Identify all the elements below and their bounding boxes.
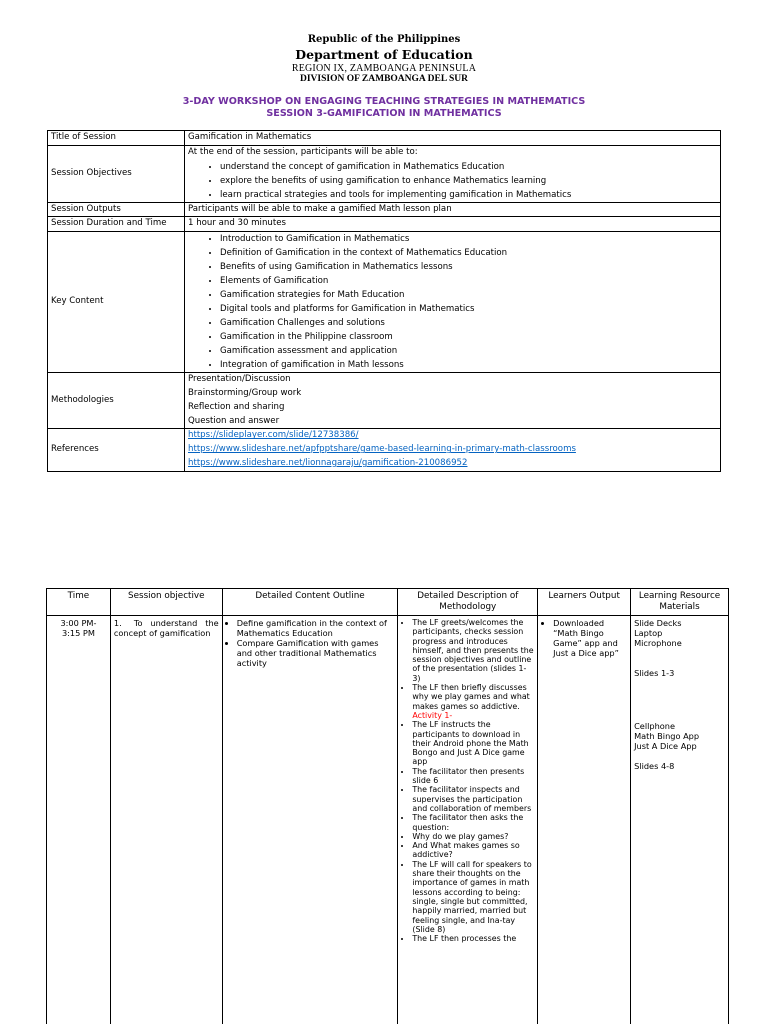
- workshop-title-line2: SESSION 3-GAMIFICATION IN MATHEMATICS: [266, 108, 502, 119]
- list-item: • Introduction to Gamification in Mathematics: [220, 232, 717, 246]
- list-item: • understand the concept of gamification in Mathematics Education: [220, 160, 717, 174]
- methodologies-label: Methodologies: [48, 373, 185, 429]
- reference-link[interactable]: https://www.slideshare.net/apfpptshare/game-based-learning-in-primary-math-classrooms: [188, 444, 576, 455]
- objectives-intro: At the end of the session, participants will be able to:: [188, 146, 418, 157]
- list-item: • Digital tools and platforms for Gamification in Mathematics: [220, 302, 717, 316]
- resource-item: Laptop: [634, 628, 663, 638]
- table-row: [48, 429, 721, 471]
- time-end: 3:15 PM: [61, 628, 95, 638]
- session-plan-table: [46, 588, 729, 1024]
- time-start: 3:00 PM-: [60, 618, 97, 628]
- region-heading: REGION IX, ZAMBOANGA PENINSULA: [291, 63, 477, 74]
- list-item: • Integration of gamification in Math lessons: [220, 358, 717, 372]
- workshop-title: [0, 96, 768, 120]
- session-info-table: [47, 130, 721, 472]
- department-heading: Department of Education: [295, 47, 473, 62]
- content-outline-list: [226, 618, 395, 668]
- list-item: • The LF then briefly discusses why we play games and what makes games so addictive.: [412, 683, 534, 711]
- objective-number: 1.: [113, 618, 122, 628]
- title-of-session-value: Gamification in Mathematics: [185, 131, 721, 146]
- list-item: • And What makes games so addictive?: [412, 841, 534, 860]
- resource-item: Slides 1-3: [634, 668, 675, 678]
- list-item: • explore the benefits of using gamification to enhance Mathematics learning: [220, 174, 717, 188]
- list-item: • Why do we play games?: [412, 832, 534, 841]
- methodology-cell: [398, 616, 538, 1024]
- key-content-label: Key Content: [48, 232, 185, 373]
- table-row: [47, 616, 729, 1024]
- resource-item: Cellphone: [634, 721, 676, 731]
- content-outline-cell: [222, 616, 398, 1024]
- list-item: Presentation/Discussion: [188, 374, 291, 385]
- methodology-list: [401, 720, 534, 943]
- list-item: • The LF greets/welcomes the participants, checks session progress and introduces himself, and then presents the session objectives and outline of the presentation (slides 1-3): [412, 618, 534, 683]
- table-row: [48, 131, 721, 146]
- references-cell: [185, 429, 721, 471]
- header-methodology: Detailed Description of Methodology: [398, 589, 538, 616]
- header-resource-materials: Learning Resource Materials: [631, 589, 729, 616]
- session-duration-label: Session Duration and Time: [48, 217, 185, 232]
- header-time: Time: [47, 589, 111, 616]
- session-duration-value: 1 hour and 30 minutes: [185, 217, 721, 232]
- resource-item: Microphone: [634, 638, 682, 648]
- workshop-title-line1: 3-DAY WORKSHOP ON ENGAGING TEACHING STRATEGIES IN MATHEMATICS: [182, 96, 586, 107]
- session-objectives-cell: [185, 145, 721, 202]
- objective-cell: [110, 616, 222, 1024]
- header-session-objective: Session objective: [110, 589, 222, 616]
- list-item: Brainstorming/Group work: [188, 387, 302, 398]
- list-item: • Compare Gamification with games and other traditional Mathematics activity: [237, 638, 395, 668]
- resources-cell: [631, 616, 729, 1024]
- table-row: [48, 373, 721, 429]
- time-cell: [47, 616, 111, 1024]
- table-row: [48, 217, 721, 232]
- table-row: [48, 232, 721, 373]
- references-label: References: [48, 429, 185, 471]
- list-item: • The facilitator inspects and supervises the participation and collaboration of members: [412, 785, 534, 813]
- resource-item: Slides 4-8: [634, 761, 675, 771]
- list-item: • Gamification strategies for Math Education: [220, 288, 717, 302]
- methodologies-cell: [185, 373, 721, 429]
- methodology-list: [401, 618, 534, 711]
- list-item: • Definition of Gamification in the context of Mathematics Education: [220, 246, 717, 260]
- list-item: • Gamification Challenges and solutions: [220, 316, 717, 330]
- table-row: [48, 202, 721, 217]
- resource-item: Just A Dice App: [634, 741, 697, 751]
- list-item: Reflection and sharing: [188, 401, 285, 412]
- objectives-list: [188, 160, 717, 202]
- list-item: • Elements of Gamification: [220, 274, 717, 288]
- resource-item: Slide Decks: [634, 618, 682, 628]
- title-of-session-label: Title of Session: [48, 131, 185, 146]
- resource-item: Math Bingo App: [634, 731, 700, 741]
- division-heading: DIVISION OF ZAMBOANGA DEL SUR: [299, 74, 469, 84]
- session-objectives-label: Session Objectives: [48, 145, 185, 202]
- session-outputs-label: Session Outputs: [48, 202, 185, 217]
- republic-heading: Republic of the Philippines: [307, 34, 461, 45]
- list-item: • Define gamification in the context of Mathematics Education: [237, 618, 395, 638]
- list-item: • learn practical strategies and tools for implementing gamification in Mathematics: [220, 188, 717, 202]
- list-item: • The LF then processes the: [412, 934, 534, 943]
- list-item: • The LF will call for speakers to share their thoughts on the importance of games in math lessons according to being: single, single but committed, happily married, married but feeling single, and Ina-tay (Slide 8): [412, 860, 534, 934]
- list-item: • Benefits of using Gamification in Mathematics lessons: [220, 260, 717, 274]
- list-item: • Gamification in the Philippine classroom: [220, 330, 717, 344]
- key-content-list: [188, 232, 717, 372]
- header-content-outline: Detailed Content Outline: [222, 589, 398, 616]
- list-item: • The facilitator then asks the question:: [412, 813, 534, 832]
- reference-link[interactable]: https://www.slideshare.net/lionnagaraju/gamification-210086952: [188, 457, 468, 468]
- table-header-row: [47, 589, 729, 616]
- table-row: [48, 145, 721, 202]
- learners-output-cell: [538, 616, 631, 1024]
- learners-output-list: [541, 618, 627, 658]
- list-item: Question and answer: [188, 415, 280, 426]
- key-content-cell: [185, 232, 721, 373]
- letterhead: [0, 33, 768, 85]
- list-item: • The facilitator then presents slide 6: [412, 767, 534, 786]
- header-learners-output: Learners Output: [538, 589, 631, 616]
- session-outputs-value: Participants will be able to make a gamified Math lesson plan: [185, 202, 721, 217]
- objective-text: To understand the concept of gamification: [113, 618, 219, 638]
- activity-label: Activity 1-: [412, 710, 453, 720]
- list-item: • Downloaded “Math Bingo Game” app and Just a Dice app”: [553, 618, 627, 658]
- list-item: • The LF instructs the participants to download in their Android phone the Math Bongo and Just A Dice game app: [412, 720, 534, 766]
- reference-link[interactable]: https://slideplayer.com/slide/12738386/: [188, 430, 359, 441]
- list-item: • Gamification assessment and application: [220, 344, 717, 358]
